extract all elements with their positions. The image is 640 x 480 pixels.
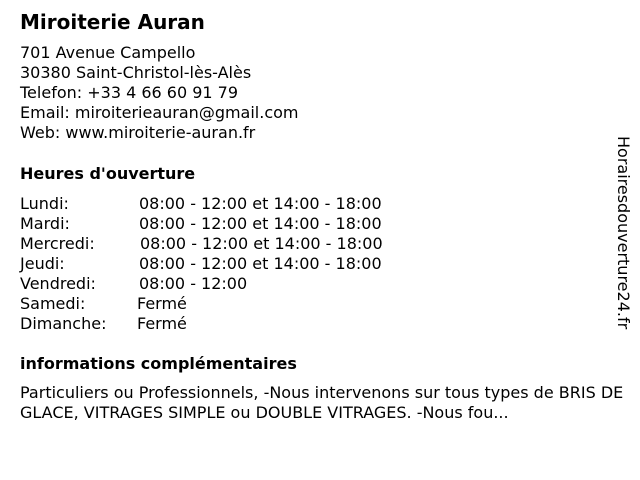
- opening-hours-heading: Heures d'ouverture: [20, 164, 196, 183]
- day-label: Samedi:: [20, 294, 86, 313]
- time-value: Fermé: [137, 314, 187, 333]
- day-label: Mercredi:: [20, 234, 95, 253]
- time-value: 08:00 - 12:00: [139, 274, 248, 293]
- address-street: 701 Avenue Campello: [20, 43, 196, 62]
- time-value: 08:00 - 12:00 et 14:00 - 18:00: [140, 234, 383, 253]
- time-value: 08:00 - 12:00 et 14:00 - 18:00: [139, 254, 382, 273]
- hours-row-thursday: [20, 254, 440, 274]
- hours-row-friday: [20, 274, 440, 294]
- hours-row-tuesday: [20, 214, 440, 234]
- day-label: Lundi:: [20, 194, 69, 213]
- time-value: 08:00 - 12:00 et 14:00 - 18:00: [139, 214, 382, 233]
- time-value: Fermé: [137, 294, 187, 313]
- email-address: Email: miroiterieauran@gmail.com: [20, 103, 299, 122]
- business-name: Miroiterie Auran: [20, 10, 205, 34]
- additional-info-text: Particuliers ou Professionnels, -Nous intervenons sur tous types de BRIS DE GLACE, VITRAGES SIMPLE ou DOUBLE VITRAGES. -Nous fou...: [20, 383, 624, 422]
- opening-hours-table: [20, 194, 440, 334]
- day-label: Mardi:: [20, 214, 70, 233]
- day-label: Dimanche:: [20, 314, 107, 333]
- hours-row-wednesday: [20, 234, 440, 254]
- contact-details: [20, 43, 299, 143]
- hours-row-saturday: [20, 294, 440, 314]
- day-label: Jeudi:: [20, 254, 65, 273]
- day-label: Vendredi:: [20, 274, 96, 293]
- time-value: 08:00 - 12:00 et 14:00 - 18:00: [139, 194, 382, 213]
- address-city: 30380 Saint-Christol-lès-Alès: [20, 63, 252, 82]
- site-watermark: Horairesdouverture24.fr: [614, 136, 633, 330]
- hours-row-monday: [20, 194, 440, 214]
- phone-number: Telefon: +33 4 66 60 91 79: [20, 83, 239, 102]
- hours-row-sunday: [20, 314, 440, 334]
- additional-info-heading: informations complémentaires: [20, 354, 297, 373]
- website-url: Web: www.miroiterie-auran.fr: [20, 123, 256, 142]
